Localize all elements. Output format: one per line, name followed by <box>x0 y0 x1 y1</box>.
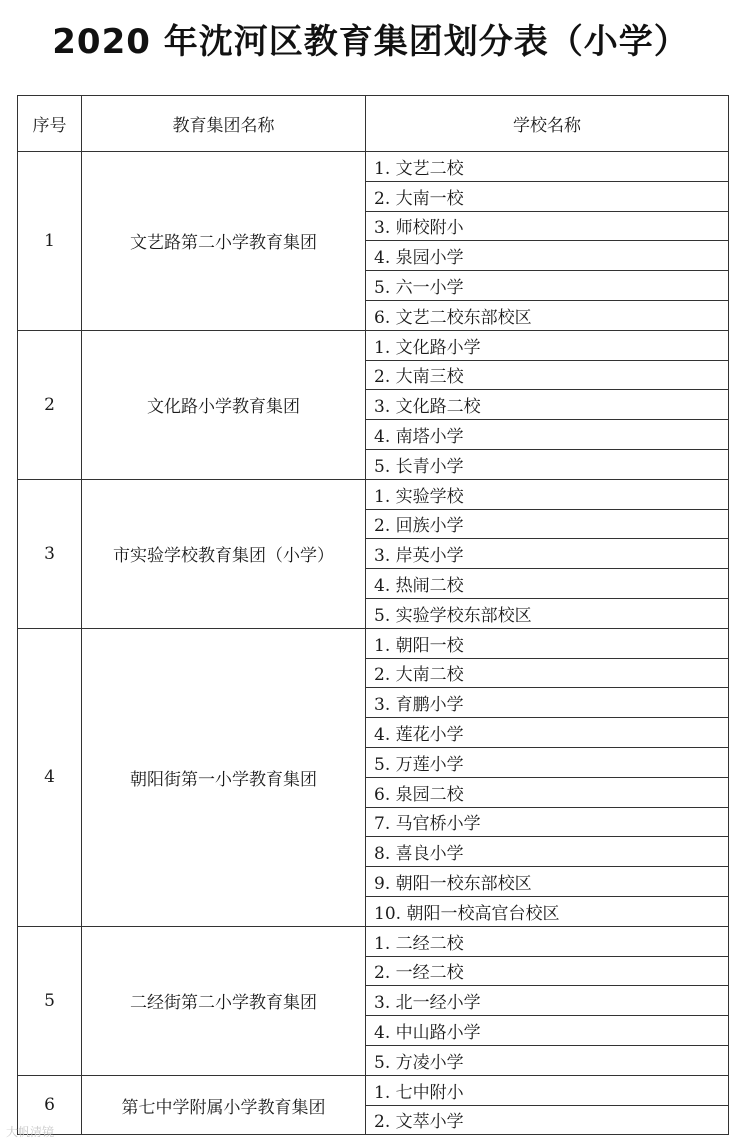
group-name: 文艺路第二小学教育集团 <box>82 152 366 331</box>
school-name: 2. 大南二校 <box>366 658 729 688</box>
school-name: 4. 热闹二校 <box>366 569 729 599</box>
group-number: 5 <box>18 926 82 1075</box>
education-group-table <box>17 95 729 1135</box>
school-name: 2. 大南一校 <box>366 181 729 211</box>
group-name: 第七中学附属小学教育集团 <box>82 1075 366 1135</box>
school-name: 1. 文化路小学 <box>366 330 729 360</box>
school-name: 1. 二经二校 <box>366 926 729 956</box>
page-title: 2020 年沈河区教育集团划分表（小学） <box>52 22 689 62</box>
school-name: 5. 六一小学 <box>366 271 729 301</box>
table-row <box>18 1075 729 1105</box>
school-name: 10. 朝阳一校高官台校区 <box>366 896 729 926</box>
school-name: 7. 马官桥小学 <box>366 807 729 837</box>
school-name: 4. 莲花小学 <box>366 718 729 748</box>
school-name: 1. 实验学校 <box>366 479 729 509</box>
school-name: 9. 朝阳一校东部校区 <box>366 867 729 897</box>
group-number: 6 <box>18 1075 82 1135</box>
school-name: 3. 师校附小 <box>366 211 729 241</box>
school-name: 3. 文化路二校 <box>366 390 729 420</box>
school-name: 1. 七中附小 <box>366 1075 729 1105</box>
group-name: 市实验学校教育集团（小学） <box>82 479 366 628</box>
school-name: 3. 育鹏小学 <box>366 688 729 718</box>
table-row <box>18 330 729 360</box>
school-name: 3. 岸英小学 <box>366 539 729 569</box>
school-name: 5. 方凌小学 <box>366 1045 729 1075</box>
table-body <box>18 152 729 1135</box>
school-name: 3. 北一经小学 <box>366 986 729 1016</box>
school-name: 4. 南塔小学 <box>366 420 729 450</box>
table-row <box>18 628 729 658</box>
header-num: 序号 <box>18 96 82 152</box>
school-name: 5. 万莲小学 <box>366 747 729 777</box>
school-name: 2. 回族小学 <box>366 509 729 539</box>
school-name: 8. 喜良小学 <box>366 837 729 867</box>
group-number: 3 <box>18 479 82 628</box>
group-number: 4 <box>18 628 82 926</box>
school-name: 2. 一经二校 <box>366 956 729 986</box>
school-name: 2. 文萃小学 <box>366 1105 729 1135</box>
school-name: 4. 泉园小学 <box>366 241 729 271</box>
school-name: 5. 实验学校东部校区 <box>366 598 729 628</box>
group-number: 1 <box>18 152 82 331</box>
table-row <box>18 152 729 182</box>
school-name: 6. 泉园二校 <box>366 777 729 807</box>
watermark: 大帆清镜 <box>6 1125 55 1139</box>
header-group-name: 教育集团名称 <box>82 96 366 152</box>
school-name: 5. 长青小学 <box>366 449 729 479</box>
school-name: 4. 中山路小学 <box>366 1016 729 1046</box>
group-name: 文化路小学教育集团 <box>82 330 366 479</box>
school-name: 6. 文艺二校东部校区 <box>366 300 729 330</box>
table-row <box>18 926 729 956</box>
group-name: 二经街第二小学教育集团 <box>82 926 366 1075</box>
school-name: 2. 大南三校 <box>366 360 729 390</box>
header-school-name: 学校名称 <box>366 96 729 152</box>
school-name: 1. 朝阳一校 <box>366 628 729 658</box>
school-name: 1. 文艺二校 <box>366 152 729 182</box>
table-row <box>18 479 729 509</box>
group-name: 朝阳街第一小学教育集团 <box>82 628 366 926</box>
table-header-row <box>18 96 729 152</box>
group-number: 2 <box>18 330 82 479</box>
